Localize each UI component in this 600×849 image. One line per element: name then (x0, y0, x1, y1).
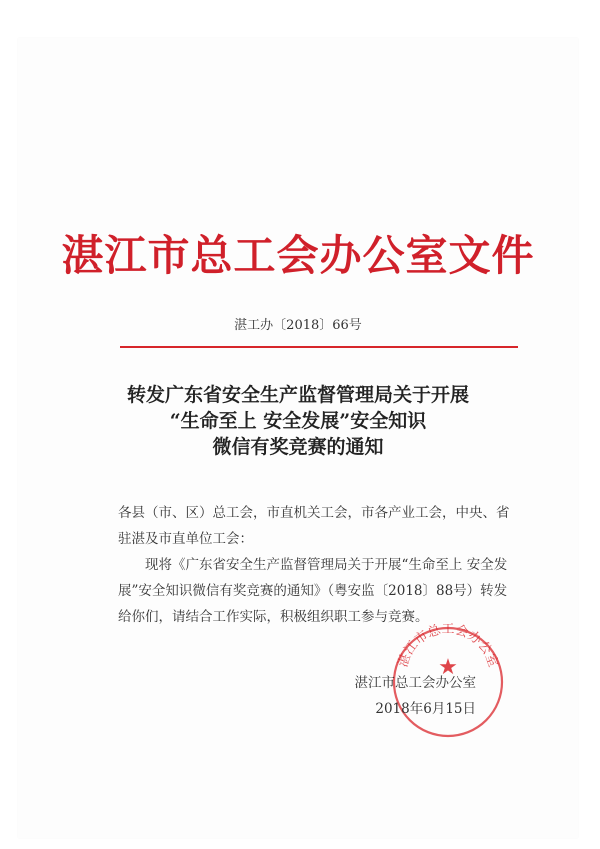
svg-text:★: ★ (438, 655, 458, 680)
signature-org: 湛江市总工会办公室 (354, 675, 476, 691)
svg-text:湛江市总工会办公室: 湛江市总工会办公室 (395, 622, 501, 670)
notice-content: 现将《广东省安全生产监督管理局关于开展“生命至上 安全发展”安全知识微信有奖竞赛的通知》（粤安监〔2018〕88号）转发给你们，请结合工作实际，积极组织职工参与竞赛。 (118, 557, 508, 625)
document-page (18, 38, 578, 838)
signature-date: 2018年6月15日 (375, 701, 476, 717)
signature-block (355, 670, 477, 722)
org-title: 湛江市总工会办公室文件 (61, 231, 535, 280)
notice-body (118, 500, 518, 630)
notice-subject (18, 382, 578, 460)
document-number: 湛工办〔2018〕66号 (234, 318, 362, 333)
red-divider-line (120, 346, 518, 348)
subject-line-3: 微信有奖竞赛的通知 (212, 436, 384, 458)
recipients-text: 各县（市、区）总工会，市直机关工会，市各产业工会，中央、省驻湛及市直单位工会： (118, 505, 510, 547)
subject-line-2: “生命至上 安全发展”安全知识 (169, 410, 427, 432)
subject-line-1: 转发广东省安全生产监督管理局关于开展 (126, 384, 469, 406)
